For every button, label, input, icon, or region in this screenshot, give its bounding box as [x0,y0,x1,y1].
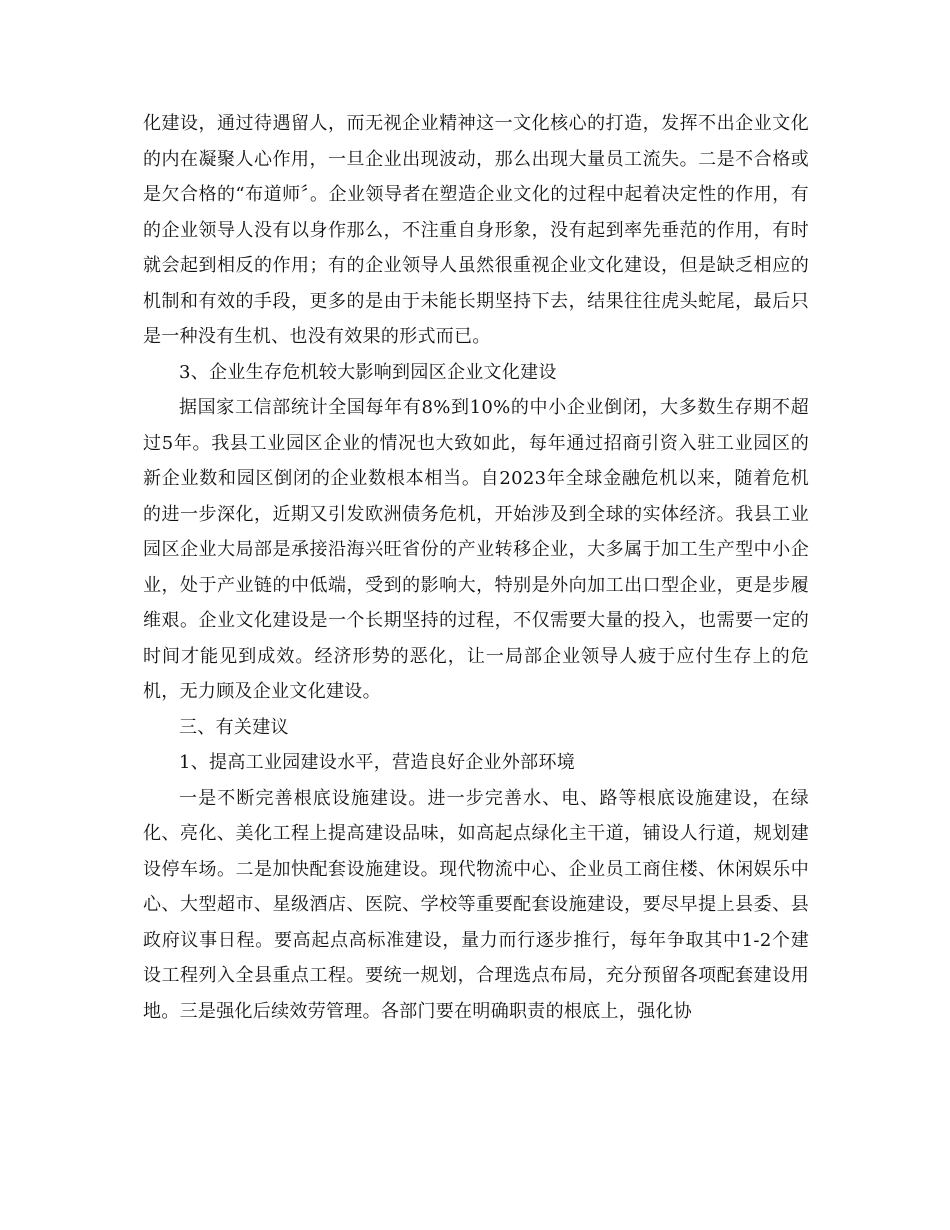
paragraph-crisis: 据国家工信部统计全国每年有8%到10%的中小企业倒闭，大多数生存期不超过5年。我县工业园区企业的情况也大致如此，每年通过招商引资入驻工业园区的新企业数和园区倒闭的企业数根本相当。自2023年全球金融危机以来，随着危机的进一步深化，近期又引发欧洲债务危机，开始涉及到全球的实体经济。我县工业园区企业大局部是承接沿海兴旺省份的产业转移企业，大多属于加工生产型中小企业，处于产业链的中低端，受到的影响大，特别是外向加工出口型企业，更是步履维艰。企业文化建设是一个长期坚持的过程，不仅需要大量的投入，也需要一定的时间才能见到成效。经济形势的恶化，让一局部企业领导人疲于应付生存上的危机，无力顾及企业文化建设。 [143,397,809,702]
section-heading-3: 3、企业生存危机较大影响到园区企业文化建设 [179,361,557,383]
paragraph-infrastructure: 一是不断完善根底设施建设。进一步完善水、电、路等根底设施建设，在绿化、亮化、美化工程上提高建设品味，如高起点绿化主干道，铺设人行道，规划建设停车场。二是加快配套设施建设。现代物流中心、企业员工商住楼、休闲娱乐中心、大型超市、星级酒店、医院、学校等重要配套设施建设，要尽早提上县委、县政府议事日程。要高起点高标准建设，量力而行逐步推行，每年争取其中1-2个建设工程列入全县重点工程。要统一规划，合理选点布局，充分预留各项配套建设用地。三是强化后续效劳管理。各部门要在明确职责的根底上，强化协 [143,787,809,1022]
section-heading-1: 1、提高工业园建设水平，营造良好企业外部环境 [179,752,576,773]
chapter-heading-suggestions: 三、有关建议 [179,716,289,738]
document-page [143,106,809,1029]
paragraph-continuation: 化建设，通过待遇留人，而无视企业精神这一文化核心的打造，发挥不出企业文化的内在凝聚人心作用，一旦企业出现波动，那么出现大量员工流失。二是不合格或是欠合格的“布道师〞。企业领导者在塑造企业文化的过程中起着决定性的作用，有的企业领导人没有以身作那么，不注重自身形象，没有起到率先垂范的作用，有时就会起到相反的作用；有的企业领导人虽然很重视企业文化建设，但是缺乏相应的机制和有效的手段，更多的是由于未能长期坚持下去，结果往往虎头蛇尾，最后只是一种没有生机、也没有效果的形式而已。 [143,113,809,347]
